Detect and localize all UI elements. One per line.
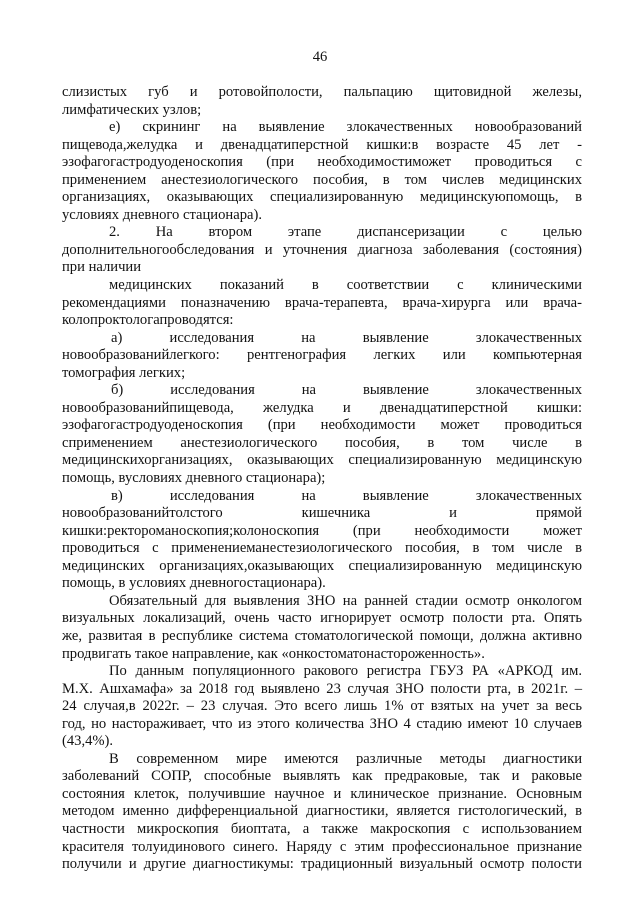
text-line: В современном мире имеются различные методы диагностики	[109, 750, 582, 767]
text-line: б) исследования на выявление злокачественных	[111, 382, 582, 399]
text-line: По данным популяционного ракового регистра ГБУЗ РА «АРКОД им.	[109, 663, 582, 680]
text-line: красителя толуидинового синего. Наряду с этим профессиональное признание	[62, 838, 582, 855]
text-line: помощь, в условиях дневногостационара).	[62, 575, 326, 592]
text-line: медицинских организациях,оказывающих специализированную медицинскую	[62, 557, 582, 574]
text-line: пищевода,желудка и двенадцатиперстной кишки:в возрасте 45 лет -	[62, 136, 582, 153]
text-line: а) исследования на выявление злокачественных	[111, 329, 582, 346]
text-line: организациях, оказывающих специализированную медицинскуюпомощь, в	[62, 189, 582, 206]
text-line: новообразованийпищевода, желудка и двенадцатиперстной кишки:	[62, 399, 582, 416]
text-line: томография легких;	[62, 364, 186, 381]
text-line: слизистых губ и ротовойполости, пальпацию щитовидной железы,	[62, 84, 582, 100]
text-line: продвигать такое направление, как «онкостоматонастороженность».	[62, 645, 485, 662]
text-line: эзофагогастродуоденоскопия (при необходимостиможет проводиться с	[62, 154, 582, 171]
body-text	[62, 84, 582, 874]
text-line: эзофагогастродуоденоскопия (при необходимости может проводиться	[62, 417, 582, 434]
text-line: заболеваний СОПР, способные выявлять как предраковые, так и раковые	[62, 768, 582, 785]
text-line: дополнительногообследования и уточнения диагноза заболевания (состояния)	[62, 241, 582, 258]
text-line: новообразованийтолстого кишечника и прямой	[62, 505, 582, 522]
text-line: в) исследования на выявление злокачественных	[111, 487, 582, 504]
text-line: получили и другие диагностикумы: традиционный визуальный осмотр полости	[62, 856, 582, 873]
text-line: 2. На втором этапе диспансеризации с целью	[109, 224, 582, 241]
text-line: при наличии	[62, 259, 142, 276]
text-line: (43,4%).	[62, 733, 114, 750]
text-line: 24 случая,в 2022г. – 23 случая. Это всего лишь 1% от взятых на учет за весь	[62, 698, 582, 715]
text-line: кишки:ректороманоскопия;колоноскопия (при необходимости может	[62, 522, 582, 539]
text-line: частности микроскопия биоптата, а также макроскопия с использованием	[62, 820, 582, 837]
page-number: 46	[312, 49, 328, 65]
text-line: же, развитая в республике система стоматологической помощи, должна активно	[62, 627, 582, 644]
text-line: рекомендациями поназначению врача-терапевта, врача-хирурга или врача-	[62, 294, 582, 311]
text-line: состояния клеток, получившие научное и клиническое признание. Основным	[62, 785, 582, 802]
text-line: визуальных локализаций, очень часто игнорирует осмотр полости рта. Опять	[62, 610, 582, 627]
text-line: применением анестезиологического пособия, в том числев медицинских	[62, 171, 582, 188]
text-line: сприменением анестезиологического пособия, в том числе в	[62, 434, 582, 451]
text-line: условиях дневного стационара).	[62, 206, 262, 223]
text-line: медицинских показаний в соответствии с клиническими	[109, 277, 582, 294]
text-line: М.Х. Ашхамафа» за 2018 год выявлено 23 случая ЗНО полости рта, в 2021г. –	[62, 680, 582, 697]
text-line: медицинскихорганизациях, оказывающих специализированную медицинскую	[62, 452, 582, 469]
text-line: помощь, вусловиях дневного стационара);	[62, 470, 326, 487]
text-line: Обязательный для выявления ЗНО на ранней стадии осмотр онкологом	[109, 592, 582, 609]
text-line: колопроктологапроводятся:	[62, 312, 234, 329]
text-line: лимфатических узлов;	[62, 101, 202, 118]
text-line: проводиться с применениеманестезиологического пособия, в том числе в	[62, 540, 582, 557]
text-line: методом именно дифференциальной диагностики, является гистологический, в	[62, 803, 582, 820]
text-line: год, но настораживает, что из этого количества ЗНО 4 стадию имеют 10 случаев	[62, 715, 582, 732]
text-line: новообразованийлегкого: рентгенография легких или компьютерная	[62, 347, 582, 364]
text-line: е) скрининг на выявление злокачественных новообразований	[109, 119, 582, 136]
